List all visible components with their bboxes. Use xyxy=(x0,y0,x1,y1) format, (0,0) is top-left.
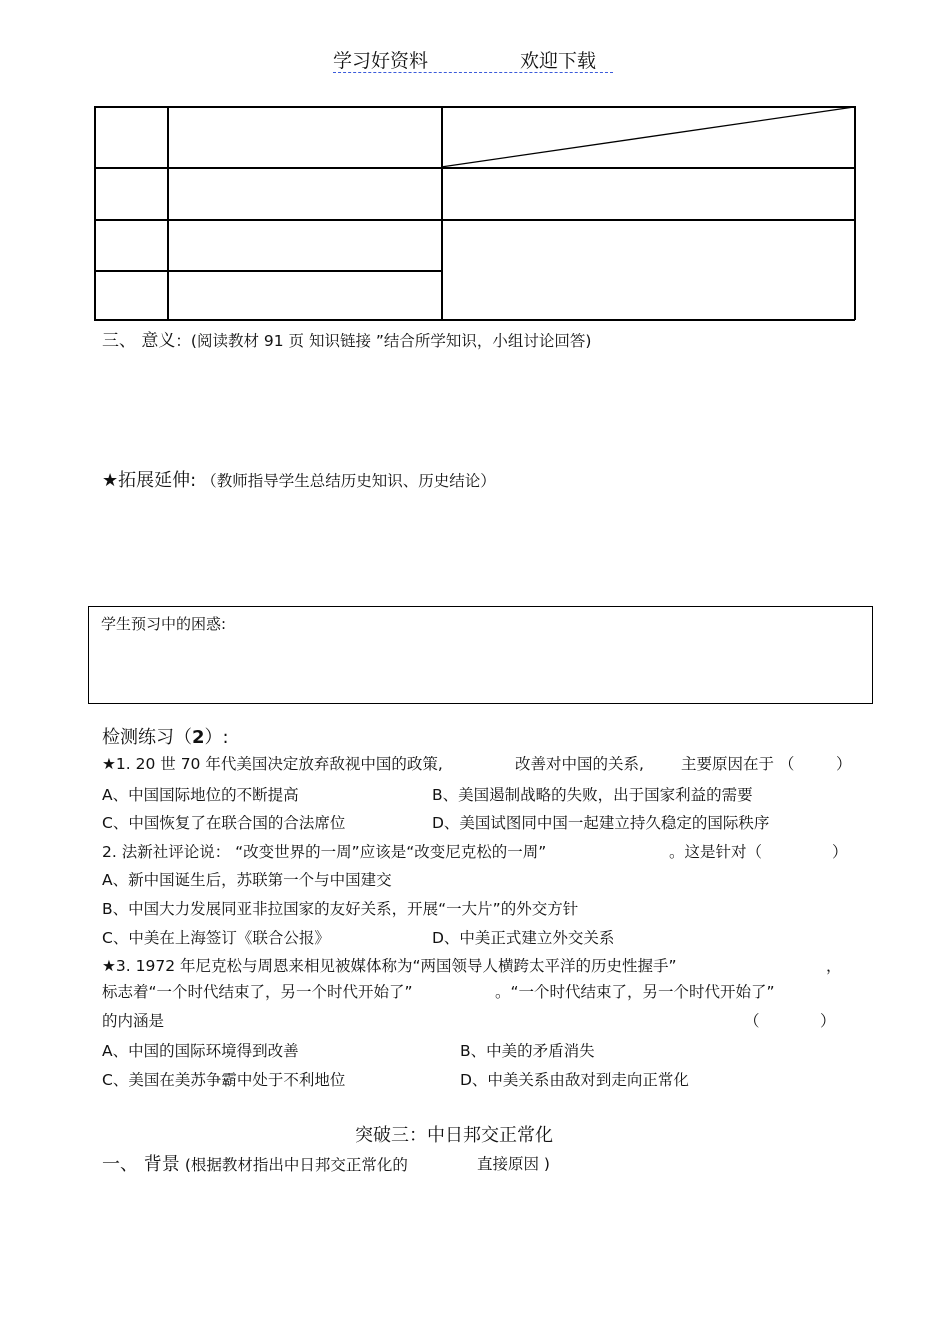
table-line xyxy=(94,106,96,320)
extension-instruction: （教师指导学生总结历史知识、历史结论） xyxy=(201,472,496,490)
doubts-box-label: 学生预习中的困惑: xyxy=(101,615,227,633)
page-header xyxy=(333,46,596,73)
meaning-label: 三、 意义 xyxy=(102,331,176,351)
question-2-option-b: B、中国大力发展同亚非拉国家的友好关系，开展“一大片”的外交方针 xyxy=(102,900,579,918)
question-1-stem-b: 改善对中国的关系, xyxy=(515,755,644,773)
question-1-option-c: C、中国恢复了在联合国的合法席位 xyxy=(102,814,346,832)
question-1-stem-c: 主要原因在于 （ xyxy=(681,755,795,773)
question-2-stem-a: 2. 法新社评论说： “改变世界的一周”应该是“改变尼克松的一周” xyxy=(102,843,547,861)
table-line xyxy=(94,219,855,221)
question-1-stem-d: ） xyxy=(836,755,852,773)
meaning-instruction: ：(阅读教材 91 页 知识链接 ”结合所学知识，小组讨论回答) xyxy=(175,332,592,350)
extension-label: ★拓展延伸: xyxy=(102,470,197,491)
exercise-title-suffix: ）: xyxy=(204,727,229,748)
question-1-option-b: B、美国遏制战略的失败，出于国家利益的需要 xyxy=(432,786,753,804)
question-3-line-3a: 的内涵是 xyxy=(102,1012,165,1030)
table-line xyxy=(94,319,855,321)
header-right-text: 欢迎下载 xyxy=(520,50,597,72)
breakthrough-title: 突破三：中日邦交正常化 xyxy=(355,1125,553,1146)
exercise-title-prefix: 检测练习（ xyxy=(102,727,192,748)
question-1-option-d: D、美国试图同中国一起建立持久稳定的国际秩序 xyxy=(432,814,770,832)
question-3-line-2b: 。“一个时代结束了，另一个时代开始了” xyxy=(495,983,775,1001)
background-label: 一、 背景 xyxy=(102,1154,180,1175)
question-3-option-c: C、美国在美苏争霸中处于不利地位 xyxy=(102,1071,346,1089)
question-3-line-3c: ） xyxy=(820,1012,836,1030)
background-instruction-b: 直接原因 ) xyxy=(477,1155,550,1173)
question-3-option-a: A、中国的国际环境得到改善 xyxy=(102,1042,299,1060)
table-diagonal xyxy=(441,106,855,169)
header-left-text: 学习好资料 xyxy=(333,50,429,72)
question-2-option-c: C、中美在上海签订《联合公报》 xyxy=(102,929,330,947)
question-2-stem-b: 。这是针对（ xyxy=(669,843,763,861)
meaning-section xyxy=(102,326,591,351)
question-2-option-d: D、中美正式建立外交关系 xyxy=(432,929,615,947)
background-section xyxy=(102,1150,408,1176)
doubts-box xyxy=(88,606,873,704)
header-underline xyxy=(333,72,613,73)
table-line xyxy=(167,106,169,320)
question-1-option-a: A、中国国际地位的不断提高 xyxy=(102,786,299,804)
question-3-line-3b: （ xyxy=(744,1012,760,1030)
question-2-stem-c: ） xyxy=(832,843,848,861)
extension-section xyxy=(102,466,496,492)
question-3-option-d: D、中美关系由敌对到走向正常化 xyxy=(460,1071,689,1089)
question-3-option-b: B、中美的矛盾消失 xyxy=(460,1042,595,1060)
exercise-title-number: 2 xyxy=(192,727,205,748)
question-3-line-1b: ， xyxy=(826,957,842,975)
background-instruction-a: (根据教材指出中日邦交正常化的 xyxy=(184,1156,408,1174)
question-3-line-2a: 标志着“一个时代结束了，另一个时代开始了” xyxy=(102,983,413,1001)
exercise-title xyxy=(102,723,229,749)
question-1-stem-a: ★1. 20 世 70 年代美国决定放弃敌视中国的政策, xyxy=(102,755,443,773)
table-line xyxy=(94,270,442,272)
question-3-line-1a: ★3. 1972 年尼克松与周恩来相见被媒体称为“两国领导人横跨太平洋的历史性握手” xyxy=(102,957,677,975)
question-2-option-a: A、新中国诞生后，苏联第一个与中国建交 xyxy=(102,871,392,889)
